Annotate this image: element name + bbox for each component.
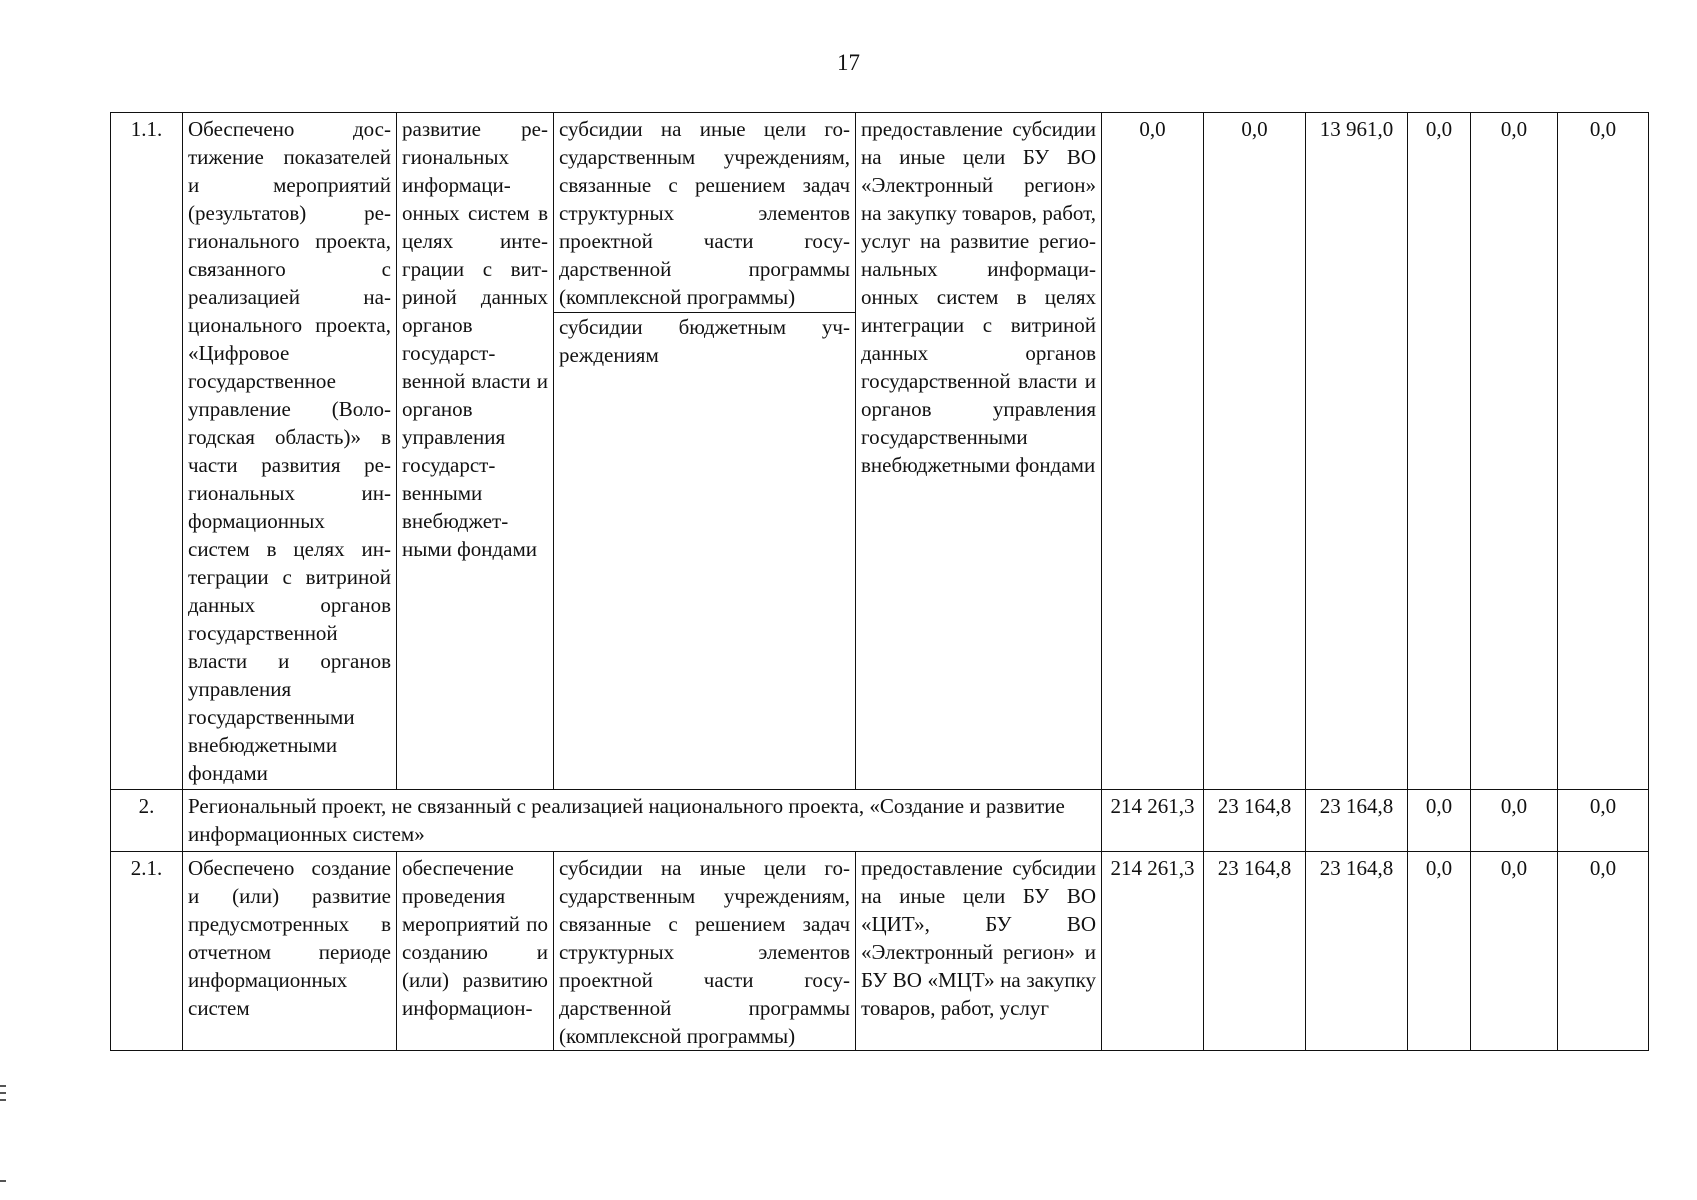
value-cell: 13 961,0 [1306,113,1408,790]
value-cell: 0,0 [1471,113,1558,790]
result-cell: Обеспечено создание и (или) развитие предусмотренных в отчетном периоде информационных систем [183,852,397,1051]
value-cell: 0,0 [1204,113,1306,790]
value-cell: 0,0 [1471,852,1558,1051]
value-cell: 0,0 [1408,113,1471,790]
margin-scan-mark [0,1085,6,1087]
value-cell: 23 164,8 [1306,790,1408,852]
description-cell: предоставление субсидии на иные цели БУ ВО «Электронный регион» на закупку товаров, работ, услуг на развитие региональных информационных систем в целях интеграции с витриной данных органов государственной власти и органов управления государственными внебюджетными фондами [856,113,1102,790]
table-row [111,790,1649,852]
value-cell: 23 164,8 [1306,852,1408,1051]
value-cell: 0,0 [1102,113,1204,790]
row-number: 2.1. [111,852,183,1051]
result-cell: Обеспечено достижение показателей и мероприятий (результатов) регионального проекта, связанного с реализацией национального проекта, «Цифровое государственное управление (Вологодская область)» в части развития региональных информационных систем в целях интеграции с витриной данных органов государственной власти и органов управления государственными внебюджетными фондами [183,113,397,790]
subsidy-type-1: субсидии на иные цели государственным учреждениям, связанные с решением задач структурных элементов проектной части государственной программы (комплексной программы) [559,117,850,309]
subsidy-type-cell [554,113,856,790]
value-cell: 0,0 [1408,852,1471,1051]
value-cell: 214 261,3 [1102,852,1204,1051]
measure-cell: развитие региональных информационных систем в целях интеграции с витриной данных органов государственной власти и органов управления государственными внебюджетными фондами [397,113,554,790]
value-cell: 23 164,8 [1204,790,1306,852]
value-cell: 0,0 [1558,790,1649,852]
row-number: 1.1. [111,113,183,790]
table-row [111,113,1649,790]
row-number: 2. [111,790,183,852]
margin-scan-mark [0,1099,6,1101]
value-cell: 0,0 [1558,113,1649,790]
value-cell: 0,0 [1471,790,1558,852]
subsidy-type-cell: субсидии на иные цели государственным учреждениям, связанные с решением задач структурных элементов проектной части государственной программы (комплексной программы) [554,852,856,1051]
value-cell: 0,0 [1408,790,1471,852]
page-number: 17 [837,50,860,75]
value-cell: 214 261,3 [1102,790,1204,852]
margin-scan-mark [0,1092,6,1094]
table-row [111,852,1649,1051]
margin-scan-mark [0,1180,6,1182]
program-table [110,112,1649,1051]
value-cell: 23 164,8 [1204,852,1306,1051]
value-cell: 0,0 [1558,852,1649,1051]
measure-cell: обеспечение проведения мероприятий по созданию и (или) развитию информацион- [397,852,554,1051]
description-cell: предоставление субсидии на иные цели БУ ВО «ЦИТ», БУ ВО «Электронный регион» и БУ ВО «МЦТ» на закупку товаров, работ, услуг [856,852,1102,1051]
subsidy-type-2: субсидии бюджетным учреждениям [554,312,855,369]
project-title-cell: Региональный проект, не связанный с реализацией национального проекта, «Создание и развитие информационных систем» [183,790,1102,852]
